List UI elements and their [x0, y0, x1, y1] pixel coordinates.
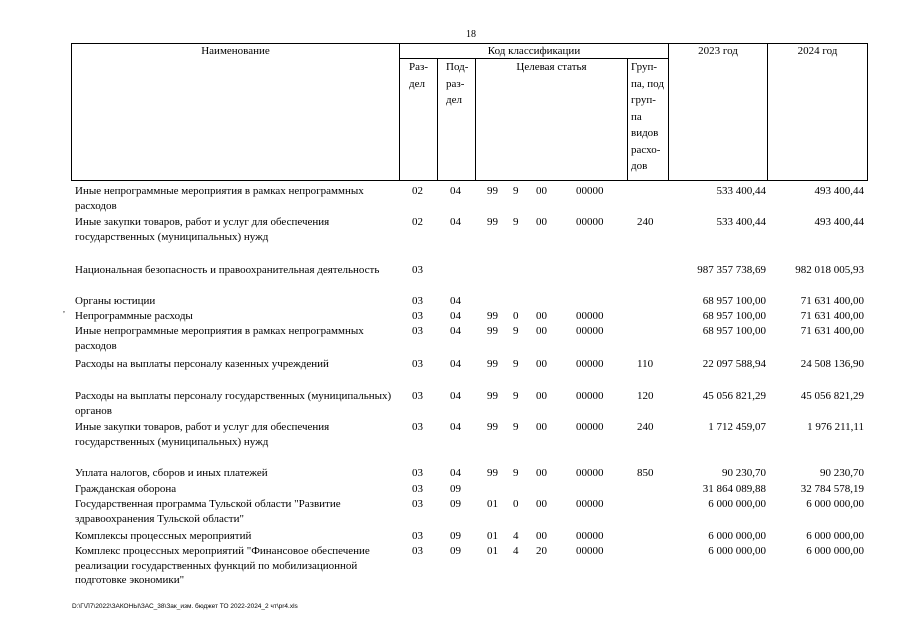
header-divider	[437, 58, 438, 181]
header-razdel: Раз- дел	[409, 61, 429, 90]
header-target: Целевая статья	[516, 61, 587, 73]
header-divider	[627, 58, 628, 181]
header-divider	[767, 43, 768, 181]
header-podrazdel: Под- раз- дел	[446, 61, 469, 106]
file-path-footer: D:\Г\Л7\2022\ЗАКОНЫ\ЗАС_38\Зак_изм. бюджет ТО 2022-2024_2 чт\pr4.xls	[72, 603, 298, 610]
header-group: Груп- па, под груп- па видов расхо- дов	[631, 61, 664, 172]
header-year1: 2023 год	[698, 45, 738, 57]
table-header	[71, 43, 868, 181]
header-name: Наименование	[201, 45, 270, 57]
header-code-group: Код классификации	[487, 45, 581, 57]
page-number: 18	[466, 29, 476, 40]
header-divider	[475, 58, 476, 181]
header-divider	[399, 43, 400, 181]
margin-mark: ,	[63, 305, 65, 314]
header-divider	[668, 43, 669, 181]
header-year2: 2024 год	[797, 45, 838, 57]
